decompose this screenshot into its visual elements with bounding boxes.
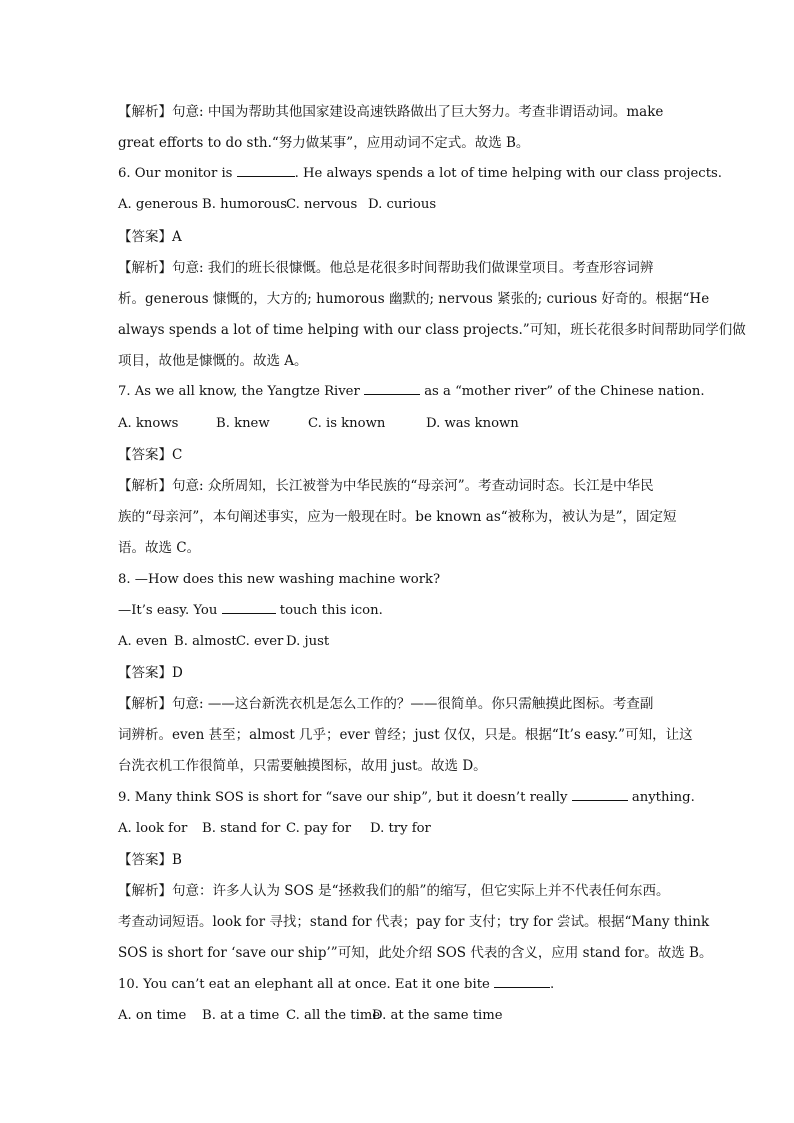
option-d: D. try for	[370, 821, 431, 836]
explanation-q8-line-2: 词辨析。even 甚至；almost 几乎；ever 曾经；just 仅仅，只是。根据“It’s easy.”可知，让这	[118, 727, 693, 743]
explanation-q9-line-2: 考查动词短语。look for 寻找；stand for 代表；pay for 支付；try for 尝试。根据“Many think	[118, 914, 710, 930]
option-c: C. is known	[308, 416, 386, 431]
question-7-options	[118, 414, 519, 434]
option-c: C. pay for	[286, 821, 352, 836]
explanation-q6-line-1: 【解析】句意: 我们的班长很慷慨。他总是花很多时间帮助我们做课堂项目。考查形容词辨	[118, 260, 654, 276]
option-b: B. humorous	[202, 197, 288, 212]
question-6-stem-start: 6. Our monitor is	[118, 166, 233, 181]
option-c: C. all the time	[286, 1008, 381, 1023]
option-a: A. look for	[118, 821, 188, 836]
option-a: A. on time	[118, 1008, 187, 1023]
option-a: A. generous	[118, 197, 198, 212]
explanation-q6-line-2: 析。generous 慷慨的，大方的; humorous 幽默的; nervous 紧张的; curious 好奇的。根据“He	[118, 291, 710, 307]
explanation-q9-line-1: 【解析】句意：许多人认为 SOS 是“拯救我们的船”的缩写，但它实际上并不代表任何东西。	[118, 883, 670, 899]
answer-q8: 【答案】D	[118, 665, 183, 681]
question-9-stem-start: 9. Many think SOS is short for “save our ship”, but it doesn’t really	[118, 790, 568, 805]
option-b: B. at a time	[202, 1008, 280, 1023]
option-b: B. stand for	[202, 821, 281, 836]
explanation-q7-line-3: 语。故选 C。	[118, 540, 201, 556]
option-a: A. knows	[118, 416, 179, 431]
explanation-q6-line-3: always spends a lot of time helping with our class projects.”可知，班长花很多时间帮助同学们做	[118, 322, 746, 338]
answer-q9: 【答案】B	[118, 852, 182, 868]
question-10-stem-end: .	[550, 977, 555, 992]
explanation-q9-line-3: SOS is short for ‘save our ship’”可知，此处介绍 SOS 代表的含义，应用 stand for。故选 B。	[118, 945, 713, 961]
answer-blank	[494, 975, 550, 988]
option-c: C. nervous	[286, 197, 358, 212]
question-8-stem-end: touch this icon.	[279, 603, 383, 618]
option-a: A. even	[118, 634, 168, 649]
question-8-stem-start: —It’s easy. You	[118, 603, 218, 618]
option-b: B. knew	[216, 416, 270, 431]
question-6-stem-end: . He always spends a lot of time helping with our class projects.	[294, 166, 722, 181]
question-10-options	[118, 1006, 503, 1026]
answer-q7: 【答案】C	[118, 447, 183, 463]
option-d: D. just	[286, 634, 330, 649]
explanation-q6-line-4: 项目，故他是慷慨的。故选 A。	[118, 353, 308, 369]
question-6-options	[118, 195, 436, 215]
explanation-q8-line-3: 台洗衣机工作很简单，只需要触摸图标，故用 just。故选 D。	[118, 758, 487, 774]
question-8-options	[118, 632, 329, 652]
question-9-stem-end: anything.	[631, 790, 695, 805]
answer-blank	[222, 601, 276, 614]
question-8-line-1: 8. —How does this new washing machine work?	[118, 572, 441, 587]
explanation-q7-line-1: 【解析】句意: 众所周知，长江被誉为中华民族的“母亲河”。考查动词时态。长江是中华民	[118, 478, 654, 494]
question-9	[118, 788, 695, 808]
option-c: C. ever	[236, 634, 284, 649]
option-b: B. almost	[174, 634, 237, 649]
answer-blank	[572, 788, 628, 801]
question-7	[118, 382, 705, 402]
explanation-q5-line-2: great efforts to do sth.“努力做某事”，应用动词不定式。故选 B。	[118, 135, 530, 151]
question-7-stem-end: as a “mother river” of the Chinese nation.	[424, 384, 705, 399]
answer-blank	[364, 382, 420, 395]
option-d: D. at the same time	[372, 1008, 503, 1023]
explanation-q7-line-2: 族的“母亲河”，本句阐述事实，应为一般现在时。be known as“被称为，被认为是”，固定短	[118, 509, 677, 525]
question-10	[118, 975, 554, 995]
option-d: D. was known	[426, 416, 519, 431]
option-d: D. curious	[368, 197, 437, 212]
question-8-line-2	[118, 601, 383, 621]
answer-blank	[237, 164, 295, 177]
explanation-q8-line-1: 【解析】句意: ——这台新洗衣机是怎么工作的？——很简单。你只需触摸此图标。考查副	[118, 696, 654, 712]
question-9-options	[118, 819, 431, 839]
question-10-stem-start: 10. You can’t eat an elephant all at once. Eat it one bite	[118, 977, 490, 992]
question-7-stem-start: 7. As we all know, the Yangtze River	[118, 384, 360, 399]
answer-q6: 【答案】A	[118, 229, 182, 245]
question-6	[118, 164, 722, 184]
explanation-q5-line-1: 【解析】句意: 中国为帮助其他国家建设高速铁路做出了巨大努力。考查非谓语动词。make	[118, 104, 664, 120]
